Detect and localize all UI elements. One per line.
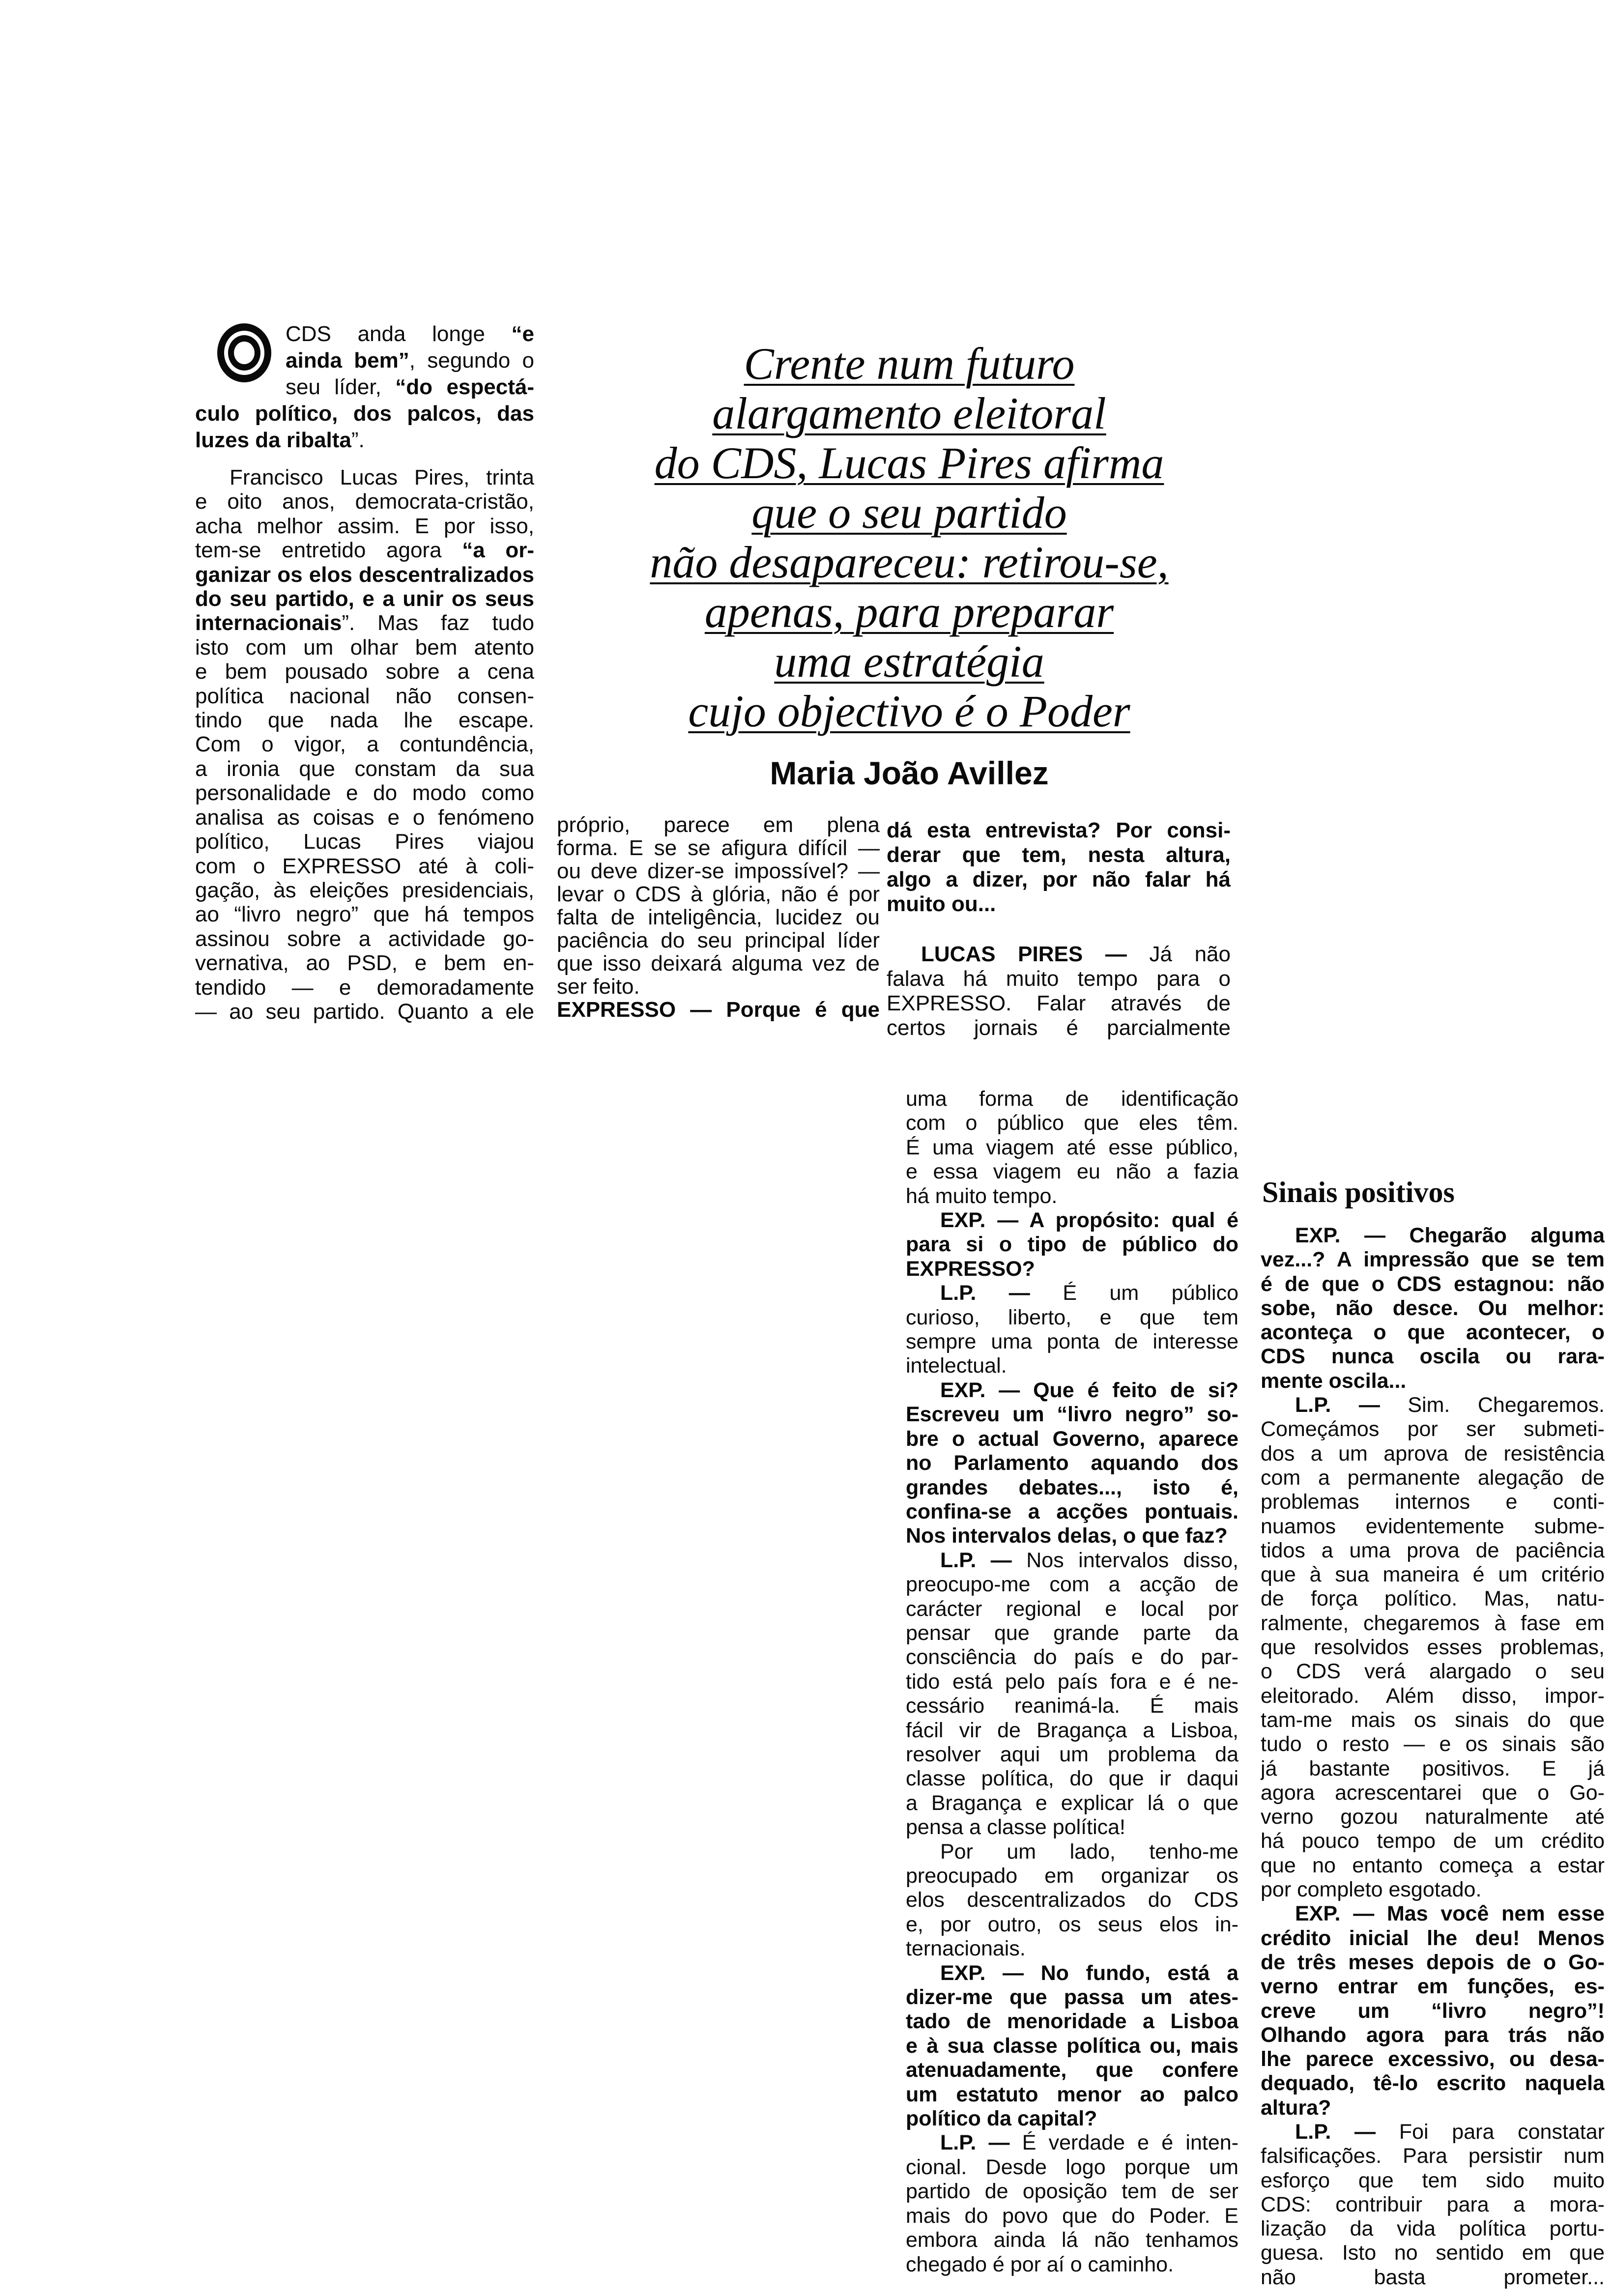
text-line: creve um “livro negro”!	[1261, 1999, 1605, 2023]
interviewer-question	[906, 1378, 1238, 1549]
text-line: ralmente, chegaremos à fase em	[1261, 1611, 1605, 1635]
text-line	[1261, 1393, 1605, 1417]
text-line: vernativa, ao PSD, e bem en-	[195, 951, 534, 976]
text-line: que isso deixará alguma vez de	[557, 952, 880, 975]
text-run: ”. Mas faz tudo	[342, 611, 534, 635]
text-line: confina-se a acções pontuais.	[906, 1499, 1238, 1523]
text-line: muito ou...	[887, 892, 996, 916]
text-line: Por um lado, tenho-me	[940, 1839, 1238, 1864]
text-run: Foi para constatar	[1399, 2120, 1605, 2144]
text-line: tido está pelo país fora e é ne-	[906, 1669, 1238, 1693]
text-line: com o público que eles têm.	[906, 1111, 1238, 1135]
text-run: , segundo o	[409, 348, 534, 373]
text-line: cessário reanimá-la. É mais	[906, 1694, 1238, 1718]
text-line: chegado é por aí o caminho.	[906, 2252, 1174, 2276]
bold-text-run: LUCAS PIRES —	[921, 942, 1150, 966]
text-line: isto com um olhar bem atento	[195, 635, 534, 660]
text-line: cional. Desde logo porque um	[906, 2155, 1238, 2179]
article-column-2	[557, 813, 880, 1021]
text-line	[195, 374, 534, 401]
paragraph	[887, 942, 1231, 1040]
text-line: dizer-me que passa um ates-	[906, 1985, 1238, 2009]
paragraph	[906, 1549, 1238, 1840]
text-line: EXP. — A propósito: qual é	[940, 1208, 1238, 1233]
text-line	[195, 347, 534, 374]
text-line: EXPRESSO?	[906, 1257, 1035, 1281]
text-line: atenuadamente, que confere	[906, 2058, 1238, 2082]
article-column-5	[1261, 1224, 1605, 2290]
text-line: político, Lucas Pires viajou	[195, 830, 534, 854]
text-line: ao “livro negro” que há tempos	[195, 902, 534, 927]
paragraph	[195, 465, 534, 1024]
headline-line	[516, 687, 1302, 736]
text-line	[906, 1281, 1238, 1305]
text-line: Com o vigor, a contundência,	[195, 732, 534, 757]
bold-text-run: internacionais	[195, 611, 342, 635]
text-line	[195, 321, 534, 347]
text-line: ternacionais.	[906, 1937, 1026, 1961]
text-line: falava há muito tempo para o	[887, 967, 1231, 991]
text-line: sempre uma ponta de interesse	[906, 1330, 1238, 1354]
text-line: e oito anos, democrata-cristão,	[195, 489, 534, 514]
text-line: dequado, tê-lo escrito naquela	[1261, 2071, 1605, 2095]
text-line: EXP. — Mas você nem esse	[1295, 1902, 1605, 1926]
paragraph	[906, 2131, 1238, 2276]
text-line: assinou sobre a actividade go-	[195, 926, 534, 951]
text-line: mente oscila...	[1261, 1369, 1407, 1393]
text-line: o CDS verá alargado o seu	[1261, 1660, 1605, 1684]
headline-text: uma estratégia	[774, 636, 1044, 687]
text-line: que resolvidos esses problemas,	[1261, 1636, 1605, 1660]
text-line: fácil vir de Bragança a Lisboa,	[906, 1718, 1238, 1742]
text-line: aconteça o que acontecer, o	[1261, 1320, 1605, 1345]
text-line: intelectual.	[906, 1354, 1007, 1378]
paragraph	[906, 1281, 1238, 1378]
bold-text-run: ainda bem”	[286, 348, 409, 373]
text-line: resolver aqui um problema da	[906, 1742, 1238, 1766]
text-line: carácter regional e local por	[906, 1597, 1238, 1621]
headline-line	[516, 438, 1302, 488]
text-line: não basta prometer...	[1261, 2265, 1605, 2289]
text-line: EXP. — Chegarão alguma	[1295, 1224, 1605, 1247]
text-line: uma forma de identificação	[906, 1087, 1238, 1111]
text-run: tem-se entretido agora	[195, 538, 462, 563]
text-line: dá esta entrevista? Por consi-	[887, 818, 1231, 842]
text-line: crédito inicial lhe deu! Menos	[1261, 1926, 1605, 1950]
text-line: com a permanente alegação de	[1261, 1465, 1605, 1490]
paragraph	[195, 321, 534, 454]
text-line: e essa viagem eu não a fazia	[906, 1160, 1238, 1184]
text-line: agora acrescentarei que o Go-	[1261, 1780, 1605, 1805]
text-line: algo a dizer, por não falar há	[887, 867, 1231, 891]
text-line: sobe, não desce. Ou melhor:	[1261, 1296, 1605, 1320]
headline-line	[516, 389, 1302, 438]
text-line: no Parlamento aquando dos	[906, 1451, 1238, 1475]
author-byline: Maria João Avillez	[770, 755, 1049, 791]
interviewer-question	[1261, 1902, 1605, 2120]
section-heading: Sinais positivos	[1262, 1176, 1455, 1208]
text-line	[195, 587, 534, 611]
text-line	[906, 2131, 1238, 2155]
text-line: certos jornais é parcialmente	[887, 1016, 1231, 1040]
text-line: classe política, do que ir daqui	[906, 1767, 1238, 1791]
text-line: tam-me mais os sinais do que	[1261, 1708, 1605, 1732]
text-line	[195, 611, 534, 635]
headline-text: alargamento eleitoral	[712, 388, 1106, 438]
text-line: levar o CDS à glória, não é por	[557, 883, 880, 906]
text-line: — ao seu partido. Quanto a ele	[195, 999, 534, 1024]
bold-text-run: L.P. —	[1295, 1393, 1408, 1417]
paragraph	[1261, 2120, 1605, 2290]
text-line: pensar que grande parte da	[906, 1621, 1238, 1645]
bold-text-run: L.P. —	[940, 1548, 1027, 1572]
bold-text-run: culo político, dos palcos, das	[195, 402, 534, 426]
headline	[516, 339, 1302, 736]
headline-line	[516, 587, 1302, 637]
text-line: que no entanto começa a estar	[1261, 1853, 1605, 1877]
text-line: nuamos evidentemente subme-	[1261, 1514, 1605, 1538]
text-line: CDS: contribuir para a mora-	[1261, 2192, 1605, 2216]
text-line: elos descentralizados do CDS	[906, 1888, 1238, 1912]
text-line: já bastante positivos. E já	[1261, 1756, 1605, 1780]
interviewer-question	[1261, 1224, 1605, 1393]
bold-text-run: L.P. —	[940, 2131, 1022, 2155]
text-line: EXP. — No fundo, está a	[940, 1961, 1238, 1985]
text-line: dos a um aprova de resistência	[1261, 1441, 1605, 1465]
text-line: mais do povo que do Poder. E	[906, 2204, 1238, 2228]
headline-line	[516, 339, 1302, 389]
text-line: verno entrar em funções, es-	[1261, 1975, 1605, 1999]
headline-text: Crente num futuro	[744, 339, 1075, 389]
text-line: tendido — e demoradamente	[195, 975, 534, 1000]
text-run: Sim. Chegaremos.	[1408, 1393, 1605, 1417]
bold-text-run: do seu partido, e a unir os seus	[195, 587, 534, 611]
text-line: derar que tem, nesta altura,	[887, 843, 1231, 867]
text-line	[195, 563, 534, 587]
headline-text: do CDS, Lucas Pires afirma	[654, 438, 1164, 488]
text-line: um estatuto menor ao palco	[906, 2082, 1238, 2106]
text-line: esforço que tem sido muito	[1261, 2168, 1605, 2192]
paragraph	[906, 1087, 1238, 1208]
article-column-3	[887, 818, 1231, 1040]
text-line: por completo esgotado.	[1261, 1878, 1482, 1902]
text-line: lização da vida política portu-	[1261, 2217, 1605, 2241]
text-line: EXPRESSO. Falar através de	[887, 991, 1231, 1015]
text-line: vez...? A impressão que se tem	[1261, 1248, 1605, 1272]
interviewer-question	[887, 818, 1231, 917]
text-line: forma. E se se afigura difícil —	[557, 836, 880, 860]
bold-text-run: “a or-	[462, 538, 534, 563]
bold-text-run: “e	[511, 322, 534, 346]
text-line: bre o actual Governo, aparece	[906, 1427, 1238, 1451]
text-line	[906, 1549, 1238, 1573]
headline-text: apenas, para preparar	[704, 587, 1114, 637]
text-line: Olhando agora para trás não	[1261, 2023, 1605, 2047]
headline-text: cujo objectivo é o Poder	[688, 686, 1130, 736]
text-line: grandes debates..., isto é,	[906, 1475, 1238, 1499]
interviewer-question	[557, 998, 880, 1021]
text-line: falta de inteligência, lucidez ou	[557, 906, 880, 929]
text-line: É uma viagem até esse público,	[906, 1135, 1238, 1159]
text-line: tidos a uma prova de paciência	[1261, 1538, 1605, 1562]
text-line: ser feito.	[557, 975, 640, 998]
interviewer-question	[906, 1961, 1238, 2131]
headline-line	[516, 538, 1302, 587]
text-line: que à sua maneira é um critério	[1261, 1563, 1605, 1587]
text-line: gação, às eleições presidenciais,	[195, 878, 534, 902]
text-line: personalidade e do modo como	[195, 781, 534, 805]
text-line: falsificações. Para persistir num	[1261, 2144, 1605, 2168]
text-line: curioso, liberto, e que tem	[906, 1305, 1238, 1329]
text-line: guesa. Isto no sentido em que	[1261, 2241, 1605, 2265]
text-line	[887, 942, 1231, 967]
text-line: a Bragança e explicar lá o que	[906, 1791, 1238, 1815]
text-line: embora ainda lá não tenhamos	[906, 2228, 1238, 2252]
bold-text-run: L.P. —	[940, 1281, 1063, 1305]
interviewer-question	[906, 1208, 1238, 1281]
headline-line	[516, 637, 1302, 687]
text-line: com o EXPRESSO até à coli-	[195, 854, 534, 878]
text-line: é de que o CDS estagnou: não	[1261, 1272, 1605, 1296]
text-line: Nos intervalos delas, o que faz?	[906, 1524, 1228, 1548]
text-line: EXP. — Que é feito de si?	[940, 1378, 1238, 1402]
text-line: Francisco Lucas Pires, trinta	[230, 465, 534, 489]
text-line: e à sua classe política ou, mais	[906, 2034, 1238, 2058]
text-line: e, por outro, os seus elos in-	[906, 1912, 1238, 1936]
text-line	[195, 401, 534, 427]
text-run: CDS anda longe	[286, 322, 512, 346]
paragraph	[557, 813, 880, 998]
text-line: há pouco tempo de um crédito	[1261, 1829, 1605, 1853]
bold-text-run: luzes da ribalta	[195, 428, 351, 452]
text-run: seu líder,	[286, 375, 396, 399]
headline-line	[516, 488, 1302, 538]
text-run: ”.	[351, 428, 365, 452]
article-column-4	[906, 1087, 1238, 2277]
text-line: Começámos por ser submeti-	[1261, 1417, 1605, 1441]
text-line: pensa a classe política!	[906, 1815, 1125, 1839]
text-line: tado de menoridade a Lisboa	[906, 2009, 1238, 2034]
bold-text-run: L.P. —	[1295, 2120, 1399, 2144]
text-line: paciência do seu principal líder	[557, 929, 880, 952]
text-line: de três meses depois de o Go-	[1261, 1950, 1605, 1974]
text-line: a ironia que constam da sua	[195, 756, 534, 781]
text-line: partido de oposição tem de ser	[906, 2180, 1238, 2204]
paragraph	[906, 1840, 1238, 1961]
text-line: eleitorado. Além disso, impor-	[1261, 1684, 1605, 1708]
text-line: preocupo-me com a acção de	[906, 1573, 1238, 1597]
text-run: É um público	[1063, 1281, 1238, 1305]
text-line: acha melhor assim. E por isso,	[195, 514, 534, 538]
text-line	[195, 427, 534, 454]
bold-text-run: ganizar os elos descentralizados	[195, 562, 534, 587]
text-line: tudo o resto — e os sinais são	[1261, 1732, 1605, 1756]
text-line: altura?	[1261, 2095, 1331, 2120]
text-line: próprio, parece em plena	[557, 813, 880, 836]
text-line: problemas internos e conti-	[1261, 1490, 1605, 1514]
text-line: EXPRESSO — Porque é que	[557, 998, 880, 1021]
text-line: lhe parece excessivo, ou desa-	[1261, 2047, 1605, 2071]
headline-text: que o seu partido	[751, 488, 1067, 538]
text-run: É verdade e é inten-	[1022, 2131, 1238, 2155]
text-line: política nacional não consen-	[195, 684, 534, 708]
text-line: verno gozou naturalmente até	[1261, 1805, 1605, 1829]
article-intro-column	[195, 321, 534, 1024]
text-line: de força político. Mas, natu-	[1261, 1587, 1605, 1611]
text-line: CDS nunca oscila ou rara-	[1261, 1345, 1605, 1369]
text-line: ou deve dizer-se impossível? —	[557, 860, 880, 883]
text-run: Já não	[1149, 942, 1231, 966]
headline-text: não desapareceu: retirou-se,	[650, 537, 1169, 587]
text-line: há muito tempo.	[906, 1184, 1058, 1208]
text-line: analisa as coisas e o fenómeno	[195, 805, 534, 830]
text-line: e bem pousado sobre a cena	[195, 660, 534, 684]
bold-text-run: “do espectá-	[395, 375, 534, 399]
text-line: preocupado em organizar os	[906, 1864, 1238, 1888]
paragraph	[1261, 1393, 1605, 1902]
text-line: político da capital?	[906, 2107, 1097, 2131]
text-line	[195, 538, 534, 562]
text-line: para si o tipo de público do	[906, 1233, 1238, 1257]
text-run: Nos intervalos disso,	[1026, 1548, 1238, 1572]
text-line: tindo que nada lhe escape.	[195, 708, 534, 733]
text-line	[1261, 2120, 1605, 2144]
text-line: Escreveu um “livro negro” so-	[906, 1403, 1238, 1427]
text-line: consciência do país e do par-	[906, 1645, 1238, 1669]
